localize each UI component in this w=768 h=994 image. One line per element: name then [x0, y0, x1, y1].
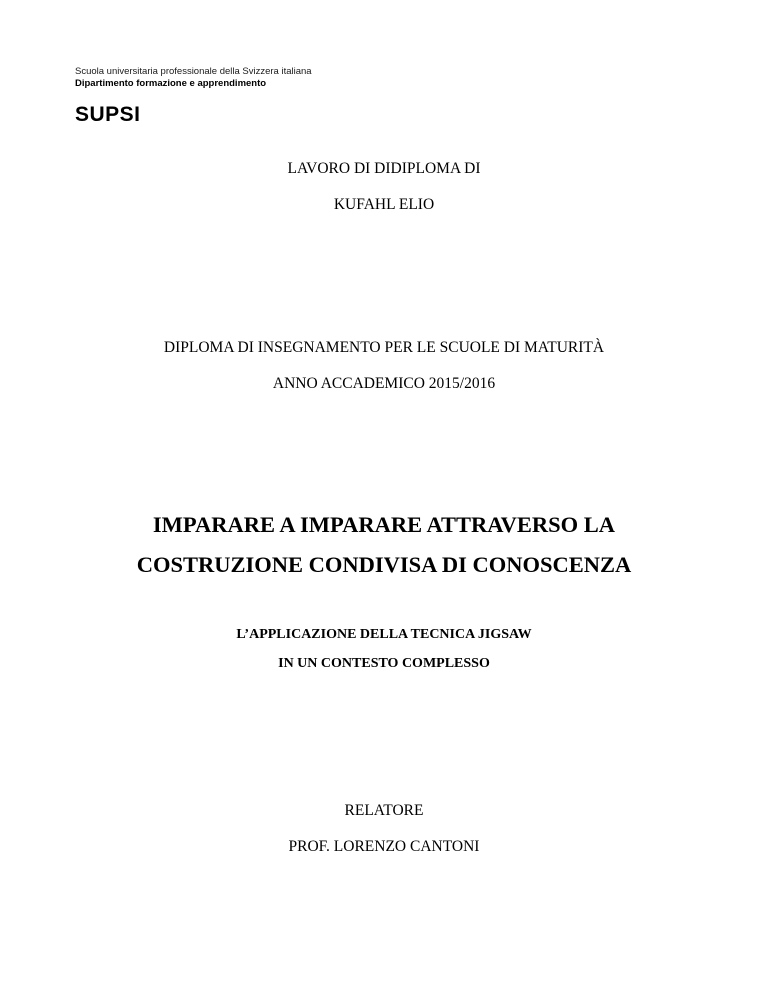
- thesis-subtitle-line-1: L’APPLICAZIONE DELLA TECNICA JIGSAW: [236, 627, 532, 642]
- supervisor-label: RELATORE: [344, 802, 424, 819]
- department-name: Dipartimento formazione e apprendimento: [75, 78, 267, 89]
- institution-name: Scuola universitaria professionale della Svizzera italiana: [75, 66, 312, 77]
- author-name: KUFAHL ELIO: [333, 196, 435, 213]
- academic-year: ANNO ACCADEMICO 2015/2016: [272, 375, 496, 392]
- supsi-logo: SUPSI: [75, 103, 141, 126]
- institution-header: [75, 66, 312, 125]
- supervisor-name: PROF. LORENZO CANTONI: [288, 838, 480, 855]
- thesis-subtitle-line-2: IN UN CONTESTO COMPLESSO: [278, 656, 490, 671]
- diploma-name: DIPLOMA DI INSEGNAMENTO PER LE SCUOLE DI MATURITÀ: [163, 339, 605, 356]
- thesis-title-line-1: IMPARARE A IMPARARE ATTRAVERSO LA: [152, 512, 616, 537]
- work-type: LAVORO DI DIDIPLOMA DI: [287, 160, 481, 177]
- thesis-title-line-2: COSTRUZIONE CONDIVISA DI CONOSCENZA: [136, 552, 632, 577]
